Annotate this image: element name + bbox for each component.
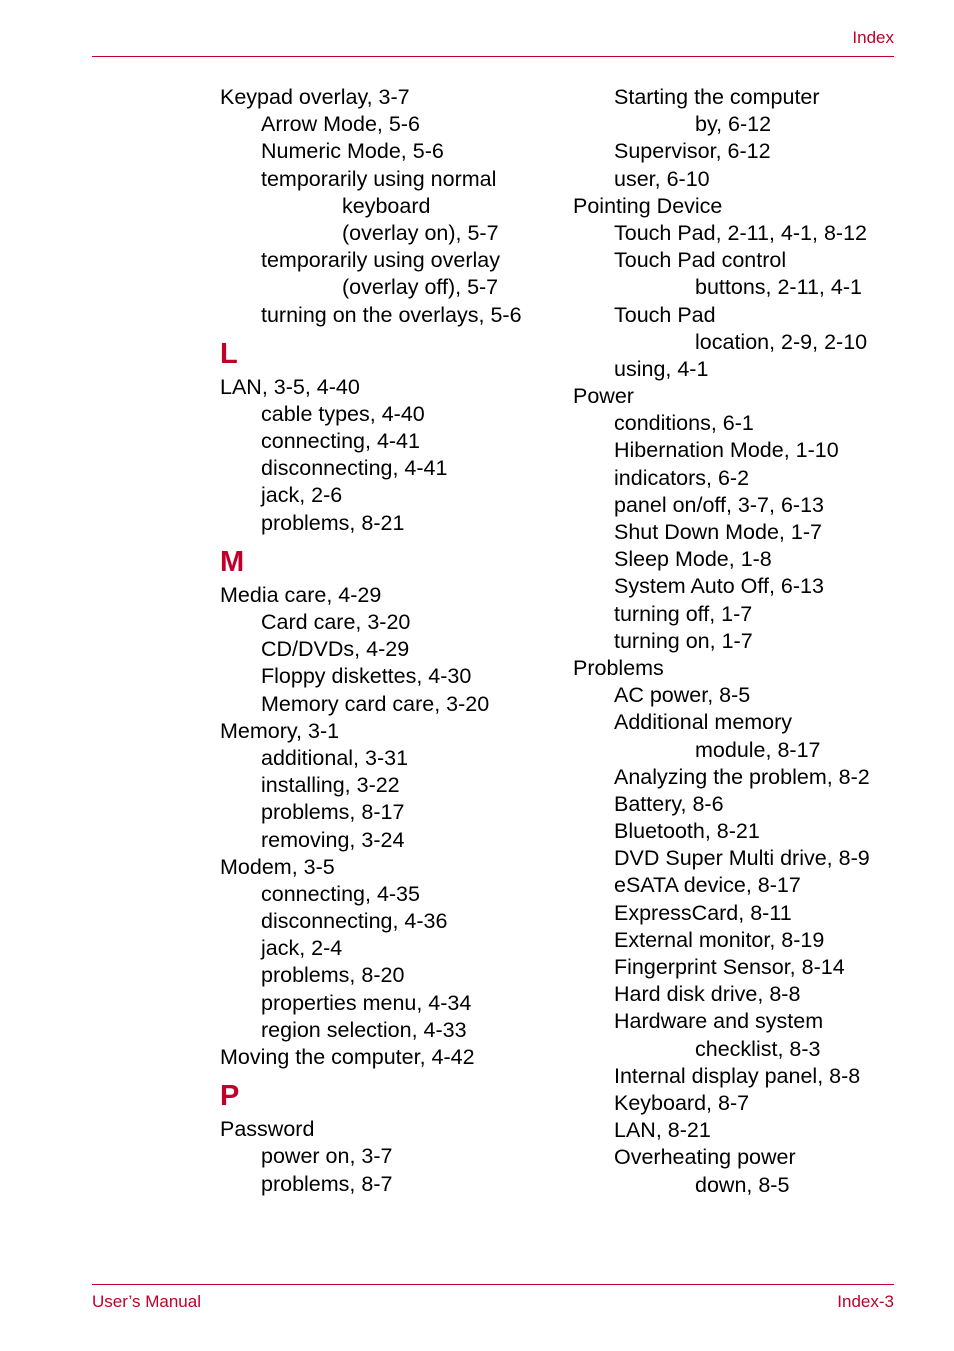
index-subentry: conditions, 6-1 <box>614 411 754 436</box>
index-continuation: location, 2-9, 2-10 <box>695 329 868 354</box>
index-subentry: user, 6-10 <box>614 166 710 191</box>
index-subentry: additional, 3-31 <box>261 745 409 770</box>
index-subentry: panel on/off, 3-7, 6-13 <box>614 492 824 517</box>
index-subentry: Memory card care, 3-20 <box>261 691 490 716</box>
index-continuation: (overlay on), 5-7 <box>342 220 499 245</box>
index-subentry: Bluetooth, 8-21 <box>614 819 760 844</box>
index-subentry: indicators, 6-2 <box>614 465 750 490</box>
footer-manual-title: User’s Manual <box>92 1292 201 1311</box>
index-continuation: buttons, 2-11, 4-1 <box>695 275 862 300</box>
index-subentry: disconnecting, 4-41 <box>261 456 448 481</box>
index-subentry: Hardware and system <box>614 1009 824 1034</box>
index-subentry: temporarily using normal <box>261 166 497 191</box>
index-subentry: Additional memory <box>614 710 793 735</box>
index-continuation: checklist, 8-3 <box>695 1036 821 1061</box>
index-subentry: cable types, 4-40 <box>261 401 425 426</box>
index-subentry: Shut Down Mode, 1-7 <box>614 520 822 544</box>
index-subentry: External monitor, 8-19 <box>614 927 825 952</box>
index-entry: Power <box>573 384 634 409</box>
index-subentry: connecting, 4-35 <box>261 881 420 906</box>
header-title: Index <box>852 28 894 47</box>
index-continuation: (overlay off), 5-7 <box>342 275 499 300</box>
index-subentry: jack, 2-4 <box>261 936 343 961</box>
index-subentry: Numeric Mode, 5-6 <box>261 139 444 164</box>
index-entry: Keypad overlay, 3-7 <box>220 85 410 109</box>
index-subentry: Touch Pad control <box>614 248 787 273</box>
index-subentry: LAN, 8-21 <box>614 1118 711 1143</box>
index-entry: Problems <box>573 655 664 680</box>
index-subentry: Overheating power <box>614 1145 796 1170</box>
index-letter-heading: M <box>220 545 245 578</box>
index-subentry: Battery, 8-6 <box>614 791 724 816</box>
footer-page-number: Index-3 <box>837 1292 894 1311</box>
index-column-left <box>220 84 560 1198</box>
index-entry: Media care, 4-29 <box>220 582 382 607</box>
index-subentry: AC power, 8-5 <box>614 683 751 708</box>
index-subentry: power on, 3-7 <box>261 1144 393 1169</box>
index-subentry: problems, 8-17 <box>261 800 405 825</box>
index-subentry: installing, 3-22 <box>261 773 400 798</box>
index-subentry: problems, 8-21 <box>261 510 405 535</box>
header-rule <box>92 56 894 57</box>
index-entry: Pointing Device <box>573 193 723 218</box>
index-subentry: problems, 8-20 <box>261 963 405 988</box>
index-subentry: eSATA device, 8-17 <box>614 873 801 898</box>
index-subentry: Hard disk drive, 8-8 <box>614 982 801 1007</box>
index-subentry: Analyzing the problem, 8-2 <box>614 764 870 789</box>
index-entry: Moving the computer, 4-42 <box>220 1045 475 1069</box>
index-continuation: by, 6-12 <box>695 112 772 137</box>
index-subentry: properties menu, 4-34 <box>261 990 472 1015</box>
index-subentry: Hibernation Mode, 1-10 <box>614 438 839 463</box>
index-entry: LAN, 3-5, 4-40 <box>220 374 360 399</box>
index-subentry: region selection, 4-33 <box>261 1017 467 1042</box>
index-subentry: removing, 3-24 <box>261 827 405 852</box>
index-subentry: Arrow Mode, 5-6 <box>261 112 420 137</box>
index-subentry: ExpressCard, 8-11 <box>614 900 792 925</box>
index-subentry: Supervisor, 6-12 <box>614 139 771 164</box>
index-subentry: using, 4-1 <box>614 356 709 381</box>
index-subentry: connecting, 4-41 <box>261 429 420 454</box>
index-continuation: module, 8-17 <box>695 737 821 762</box>
index-subentry: Sleep Mode, 1-8 <box>614 547 772 572</box>
index-subentry: Starting the computer <box>614 85 820 109</box>
index-subentry: DVD Super Multi drive, 8-9 <box>614 846 870 871</box>
index-letter-heading: L <box>220 337 238 370</box>
index-subentry: Card care, 3-20 <box>261 610 411 634</box>
index-subentry: Fingerprint Sensor, 8-14 <box>614 955 845 979</box>
index-subentry: temporarily using overlay <box>261 248 500 273</box>
index-subentry: turning off, 1-7 <box>614 601 753 626</box>
index-column-right <box>573 84 913 1199</box>
index-subentry: jack, 2-6 <box>261 483 343 508</box>
index-letter-heading: P <box>220 1080 240 1113</box>
index-subentry: Touch Pad <box>614 302 716 327</box>
index-subentry: Internal display panel, 8-8 <box>614 1063 861 1088</box>
index-subentry: Keyboard, 8-7 <box>614 1090 750 1115</box>
index-entry: Memory, 3-1 <box>220 718 340 743</box>
index-entry: Password <box>220 1117 315 1142</box>
index-subentry: disconnecting, 4-36 <box>261 909 448 934</box>
footer-rule <box>92 1284 894 1285</box>
index-subentry: Touch Pad, 2-11, 4-1, 8-12 <box>614 220 867 245</box>
index-subentry: CD/DVDs, 4-29 <box>261 637 410 662</box>
index-subentry: problems, 8-7 <box>261 1171 393 1196</box>
index-subentry: Floppy diskettes, 4-30 <box>261 664 472 689</box>
index-continuation: down, 8-5 <box>695 1172 790 1197</box>
index-entry: Modem, 3-5 <box>220 854 335 879</box>
index-continuation: keyboard <box>342 193 431 218</box>
index-subentry: turning on the overlays, 5-6 <box>261 302 522 327</box>
index-subentry: turning on, 1-7 <box>614 628 753 653</box>
index-subentry: System Auto Off, 6-13 <box>614 574 824 599</box>
